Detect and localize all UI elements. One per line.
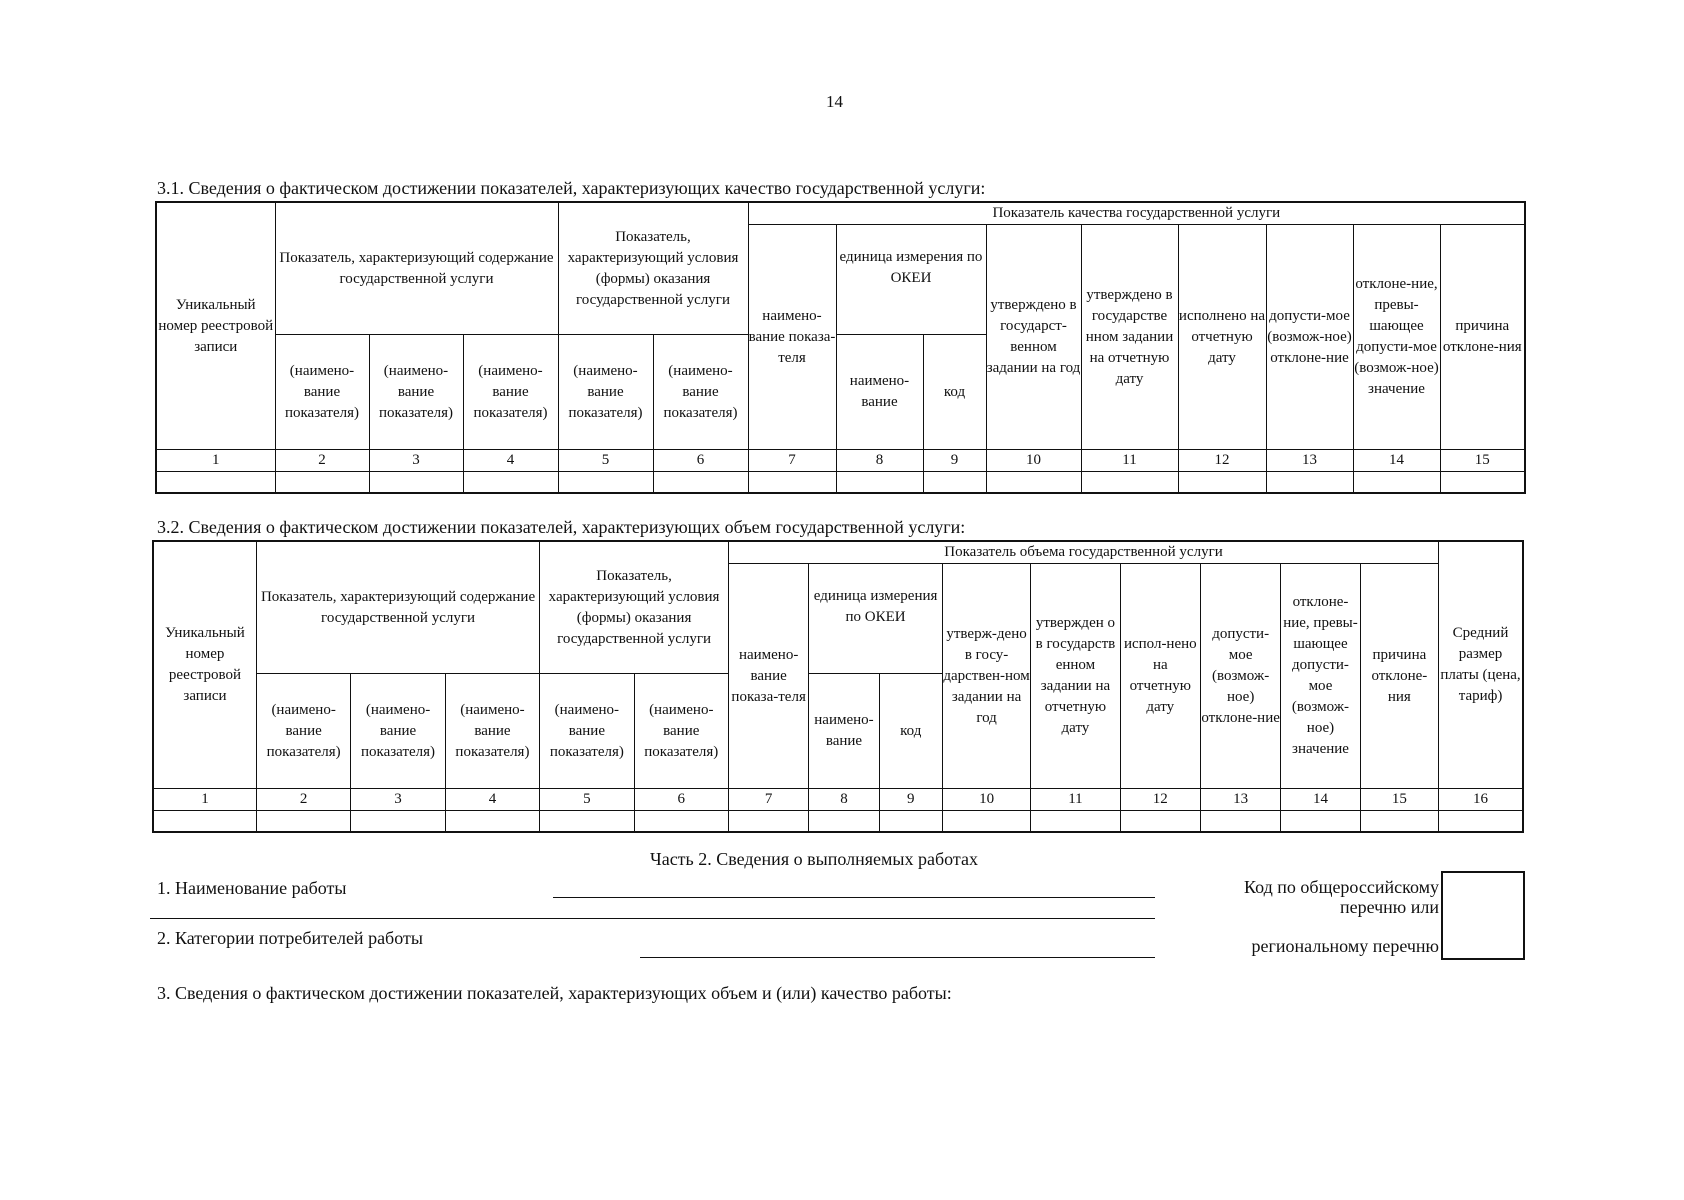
empty-cell [463, 472, 558, 493]
work-name-label: 1. Наименование работы [157, 878, 347, 898]
header-content-indicator: Показатель, характеризующий содержание государственной услуги [275, 202, 558, 335]
empty-cell [1266, 472, 1353, 493]
empty-cell [369, 472, 463, 493]
quality-table [155, 201, 1526, 494]
header-allowed-deviation: допусти-мое (возмож-ное) отклоне-ние [1266, 225, 1353, 450]
empty-cell [634, 811, 728, 832]
header-deviation-reason: причина отклоне-ния [1360, 564, 1438, 789]
empty-data-row [156, 472, 1525, 493]
header-unique-number: Уникальный номер реестровой записи [156, 202, 275, 450]
empty-cell [153, 811, 256, 832]
column-number: 7 [728, 789, 808, 811]
header-executed: испол-нено на отчетную дату [1120, 564, 1200, 789]
column-number: 9 [879, 789, 942, 811]
empty-cell [1281, 811, 1360, 832]
header-approved-year: утверждено в государст-венном задании на год [986, 225, 1081, 450]
column-number: 16 [1439, 789, 1523, 811]
column-number: 9 [923, 450, 986, 472]
code-label-line3: региональному перечню [1251, 936, 1439, 956]
header-excess-deviation: отклоне-ние, превы-шающее допусти-мое (возмож-ное) значение [1281, 564, 1360, 789]
header-okei-unit: единица измерения по ОКЕИ [809, 564, 943, 674]
column-number: 10 [942, 789, 1030, 811]
empty-cell [351, 811, 445, 832]
volume-table [152, 540, 1524, 833]
header-conditions-indicator: Показатель, характеризующий условия (формы) оказания государственной услуги [558, 202, 748, 335]
header-subindicator: (наимено-вание показателя) [445, 674, 539, 789]
work-name-line [553, 897, 1155, 898]
empty-cell [1120, 811, 1200, 832]
header-subindicator: (наимено-вание показателя) [351, 674, 445, 789]
work-indicators-label: 3. Сведения о фактическом достижении показателей, характеризующих объем и (или) качество работы: [157, 983, 952, 1003]
section-3-1-title: 3.1. Сведения о фактическом достижении показателей, характеризующих качество государственной услуги: [157, 178, 986, 198]
header-subindicator: (наимено-вание показателя) [653, 335, 748, 450]
column-number: 13 [1200, 789, 1280, 811]
empty-cell [809, 811, 879, 832]
header-unique-number: Уникальный номер реестровой записи [153, 541, 256, 789]
header-quality-indicator: Показатель качества государственной услуги [748, 202, 1525, 225]
header-subindicator: (наимено-вание показателя) [256, 674, 350, 789]
empty-cell [986, 472, 1081, 493]
column-number: 12 [1120, 789, 1200, 811]
column-number-row [156, 450, 1525, 472]
column-number: 1 [156, 450, 275, 472]
header-subindicator: (наимено-вание показателя) [634, 674, 728, 789]
column-number: 13 [1266, 450, 1353, 472]
code-label-line1: Код по общероссийскому [1244, 877, 1439, 897]
empty-cell [879, 811, 942, 832]
section-3-2-title: 3.2. Сведения о фактическом достижении показателей, характеризующих объем государственной услуги: [157, 517, 966, 537]
header-average-fee: Средний размер платы (цена, тариф) [1439, 541, 1523, 789]
divider-line [150, 918, 1155, 919]
column-number-row [153, 789, 1523, 811]
column-number: 11 [1081, 450, 1178, 472]
header-unit-name: наимено-вание [809, 674, 879, 789]
header-approved-date: утверждено в государстве нном задании на отчетную дату [1081, 225, 1178, 450]
empty-cell [1031, 811, 1120, 832]
column-number: 2 [275, 450, 369, 472]
page-number: 14 [826, 92, 843, 111]
header-unit-code: код [879, 674, 942, 789]
header-approved-date: утвержден о в государств енном задании на отчетную дату [1031, 564, 1120, 789]
column-number: 6 [653, 450, 748, 472]
header-indicator-name: наимено-вание показа-теля [728, 564, 808, 789]
column-number: 4 [463, 450, 558, 472]
header-subindicator: (наимено-вание показателя) [463, 335, 558, 450]
column-number: 3 [369, 450, 463, 472]
column-number: 11 [1031, 789, 1120, 811]
consumer-category-line [640, 957, 1155, 958]
empty-cell [728, 811, 808, 832]
empty-cell [156, 472, 275, 493]
part-2-title: Часть 2. Сведения о выполняемых работах [650, 849, 978, 869]
column-number: 15 [1360, 789, 1438, 811]
column-number: 8 [809, 789, 879, 811]
empty-data-row [153, 811, 1523, 832]
empty-cell [445, 811, 539, 832]
empty-cell [1200, 811, 1280, 832]
empty-cell [1178, 472, 1266, 493]
column-number: 1 [153, 789, 256, 811]
header-executed: исполнено на отчетную дату [1178, 225, 1266, 450]
header-conditions-indicator: Показатель, характеризующий условия (формы) оказания государственной услуги [540, 541, 729, 674]
code-label-line2: перечню или [1339, 897, 1439, 917]
column-number: 5 [540, 789, 634, 811]
empty-cell [748, 472, 836, 493]
empty-cell [1440, 472, 1525, 493]
column-number: 3 [351, 789, 445, 811]
header-subindicator: (наимено-вание показателя) [369, 335, 463, 450]
header-subindicator: (наимено-вание показателя) [540, 674, 634, 789]
column-number: 5 [558, 450, 653, 472]
consumer-category-label: 2. Категории потребителей работы [157, 928, 423, 948]
empty-cell [923, 472, 986, 493]
empty-cell [558, 472, 653, 493]
empty-cell [942, 811, 1030, 832]
empty-cell [1360, 811, 1438, 832]
header-content-indicator: Показатель, характеризующий содержание государственной услуги [256, 541, 539, 674]
column-number: 12 [1178, 450, 1266, 472]
header-excess-deviation: отклоне-ние, превы-шающее допусти-мое (возмож-ное) значение [1353, 225, 1440, 450]
column-number: 2 [256, 789, 350, 811]
header-deviation-reason: причина отклоне-ния [1440, 225, 1525, 450]
column-number: 6 [634, 789, 728, 811]
column-number: 14 [1353, 450, 1440, 472]
empty-cell [256, 811, 350, 832]
header-subindicator: (наимено-вание показателя) [275, 335, 369, 450]
header-subindicator: (наимено-вание показателя) [558, 335, 653, 450]
empty-cell [836, 472, 923, 493]
column-number: 8 [836, 450, 923, 472]
header-okei-unit: единица измерения по ОКЕИ [836, 225, 986, 335]
header-unit-code: код [923, 335, 986, 450]
empty-cell [275, 472, 369, 493]
header-volume-indicator: Показатель объема государственной услуги [728, 541, 1438, 564]
empty-cell [1353, 472, 1440, 493]
header-approved-year: утверж-дено в госу-дарствен-ном задании на год [942, 564, 1030, 789]
column-number: 7 [748, 450, 836, 472]
column-number: 15 [1440, 450, 1525, 472]
column-number: 10 [986, 450, 1081, 472]
registry-code-box[interactable] [1441, 871, 1525, 960]
empty-cell [1439, 811, 1523, 832]
column-number: 14 [1281, 789, 1360, 811]
empty-cell [540, 811, 634, 832]
header-unit-name: наимено-вание [836, 335, 923, 450]
header-indicator-name: наимено-вание показа-теля [748, 225, 836, 450]
empty-cell [653, 472, 748, 493]
header-allowed-deviation: допусти-мое (возмож-ное) отклоне-ние [1200, 564, 1280, 789]
column-number: 4 [445, 789, 539, 811]
empty-cell [1081, 472, 1178, 493]
